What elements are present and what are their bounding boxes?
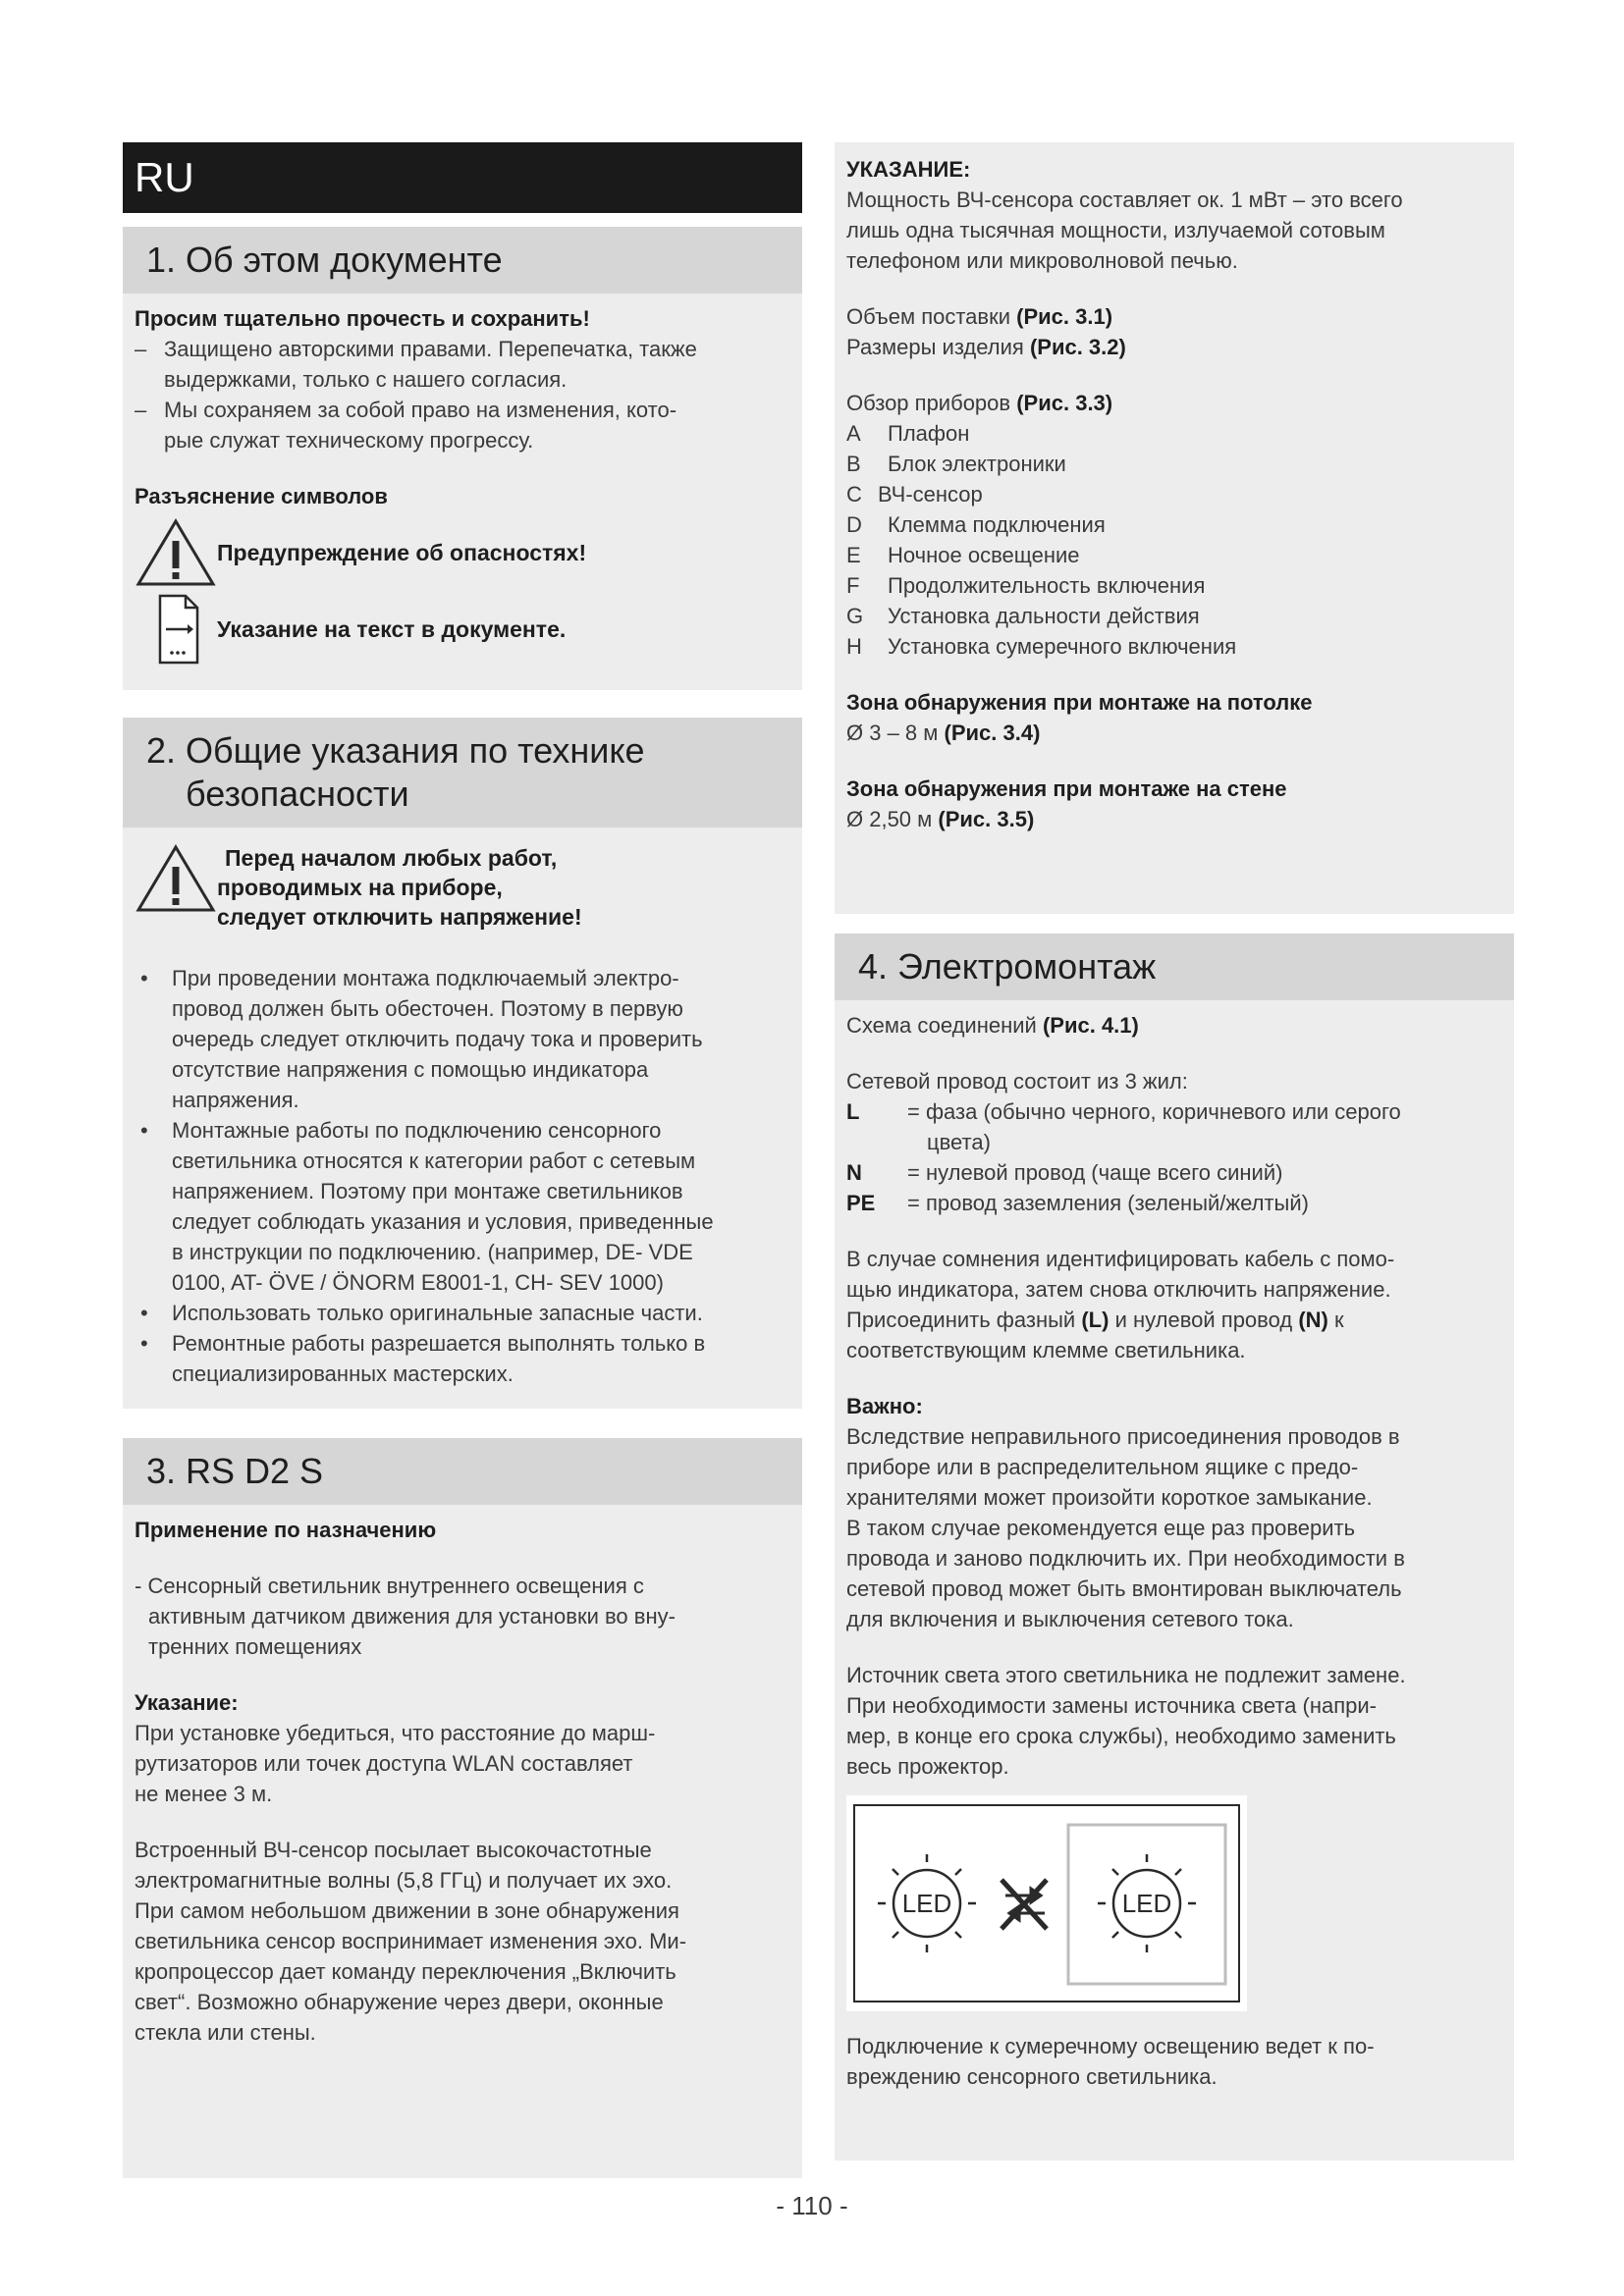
important-title: Важно: [846, 1394, 923, 1418]
list-item: N = нулевой провод (чаще всего синий) [846, 1160, 1283, 1185]
reference-text: Указание на текст в документе. [217, 615, 567, 642]
parts-list [846, 418, 1502, 662]
list-item: F Продолжительность включения [846, 573, 1206, 598]
section-rs-d2-s-continued [835, 142, 1514, 914]
important-text: Вследствие неправильного присоединения проводов в приборе или в распределительном ящике с предо- хранителями может произойти короткое замыкание. В таком случае рекомендуется еще раз проверить провода и заново подключить их. При необходимости в сетевой провод может быть вмонтирован выключатель для включения и выключения сетевого тока. [846, 1424, 1405, 1631]
list-item: • Ремонтные работы разрешается выполнять только в специализированных мастерских. [140, 1331, 706, 1386]
note-text: При установке убедиться, что расстояние до марш- рутизаторов или точек доступа WLAN составляет не менее 3 м. [135, 1721, 656, 1806]
section-1-title: 1. Об этом документе [123, 227, 802, 294]
warning-triangle-icon [135, 843, 217, 914]
section-2-title: 2. Общие указания по технике безопасности [123, 718, 802, 828]
list-item: – Защищено авторскими правами. Перепечатка, также выдержками, только с нашего согласия. [135, 337, 697, 392]
list-item: H Установка сумеречного включения [846, 634, 1237, 659]
hf-note-text: Мощность ВЧ-сенсора составляет ок. 1 мВт – это всего лишь одна тысячная мощности, излучаемой сотовым телефоном или микроволновой печью. [846, 187, 1403, 273]
wall-zone-value: Ø 2,50 м (Рис. 3.5) [846, 807, 1035, 831]
page-number: - 110 - [776, 2191, 848, 2220]
led-label: LED [1121, 1889, 1172, 1918]
list-item: • Использовать только оригинальные запасные части. [140, 1301, 703, 1325]
list-item: PE = провод заземления (зеленый/желтый) [846, 1191, 1309, 1215]
led-replacement-prohibited-icon [846, 1795, 1247, 2011]
right-column [835, 142, 1514, 2161]
safety-warning-row [135, 843, 790, 932]
warning-symbol-row [135, 517, 790, 588]
overview-line: Обзор приборов (Рис. 3.3) [846, 391, 1113, 415]
hf-note-title: УКАЗАНИЕ: [846, 157, 971, 182]
section-about-document [123, 227, 802, 690]
twilight-warning-text: Подключение к сумеречному освещению ведет к по- вреждению сенсорного светильника. [846, 2034, 1375, 2089]
list-item: B Блок электроники [846, 452, 1066, 476]
list-item: E Ночное освещение [846, 543, 1080, 567]
scheme-line: Схема соединений (Рис. 4.1) [846, 1013, 1139, 1038]
list-item: G Установка дальности действия [846, 604, 1200, 628]
list-item: A Плафон [846, 421, 970, 446]
usage-text: - Сенсорный светильник внутреннего освещения с активным датчиком движения для установки во вну- тренних помещениях [135, 1574, 676, 1659]
delivery-line: Объем поставки (Рис. 3.1) [846, 304, 1113, 329]
list-item: D Клемма подключения [846, 512, 1106, 537]
list-item: • Монтажные работы по подключению сенсорного светильника относятся к категории работ с сетевым напряжением. Поэтому при монтаже светильников следует соблюдать указания и условия, приведенные в инструкции по подключению. (например, DE- VDE 0100, AT- ÖVE / ÖNORM E8001-1, CH- SEV 1000) [140, 1118, 714, 1295]
left-column [123, 142, 802, 2178]
section-3-title: 3. RS D2 S [123, 1438, 802, 1505]
section-1-lead: Просим тщательно прочесть и сохранить! [135, 306, 590, 331]
language-label: RU [123, 142, 802, 213]
document-reference-icon [135, 594, 217, 665]
dimensions-line: Размеры изделия (Рис. 3.2) [846, 335, 1126, 359]
section-electrical [835, 934, 1514, 2161]
section-4-title: 4. Электромонтаж [835, 934, 1514, 1000]
reference-symbol-row [135, 594, 790, 665]
led-not-replaceable-figure [846, 1795, 1247, 2011]
safety-warning-text: Перед началом любых работ, проводимых на приборе, следует отключить напряжение! [217, 845, 582, 930]
wire-list [846, 1096, 1502, 1218]
light-source-text: Источник света этого светильника не подлежит замене. При необходимости замены источника света (напри- мер, в конце его срока службы), необходимо заменить весь прожектор. [846, 1663, 1406, 1779]
warning-triangle-icon [135, 517, 217, 588]
list-item: – Мы сохраняем за собой право на изменения, кото- рые служат техническому прогрессу. [135, 398, 677, 453]
wall-zone-title: Зона обнаружения при монтаже на стене [846, 776, 1287, 801]
section-rs-d2-s [123, 1438, 802, 2178]
cable-intro: Сетевой провод состоит из 3 жил: [846, 1069, 1188, 1094]
ceiling-zone-title: Зона обнаружения при монтаже на потолке [846, 690, 1313, 715]
symbols-title: Разъяснение символов [135, 484, 388, 508]
ceiling-zone-value: Ø 3 – 8 м (Рис. 3.4) [846, 721, 1041, 745]
warning-text: Предупреждение об опасностях! [217, 539, 587, 565]
note-title: Указание: [135, 1690, 239, 1715]
section-safety [123, 718, 802, 1409]
led-label: LED [901, 1889, 952, 1918]
hf-sensor-text: Встроенный ВЧ-сенсор посылает высокочастотные электромагнитные волны (5,8 ГГц) и получает их эхо. При самом небольшом движении в зоне обнаружения светильника сенсор воспринимает изменения эхо. Ми- кропроцессор дает команду переключения „Включить свет“. Возможно обнаружение через двери, оконные стекла или стены. [135, 1838, 687, 2045]
list-item: C ВЧ-сенсор [846, 482, 983, 507]
list-item: • При проведении монтажа подключаемый электро- провод должен быть обесточен. Поэтому в первую очередь следует отключить подачу тока и проверить отсутствие напряжения с помощью индикатора напряжения. [140, 966, 703, 1112]
list-item: L = фаза (обычно черного, коричневого или серого цвета) [846, 1099, 1401, 1154]
usage-title: Применение по назначению [135, 1518, 437, 1542]
doubt-text: В случае сомнения идентифицировать кабель с помо- щью индикатора, затем снова отключить напряжение. Присоединить фазный (L) и нулевой провод (N) к соответствующим клемме светильника. [846, 1247, 1395, 1362]
